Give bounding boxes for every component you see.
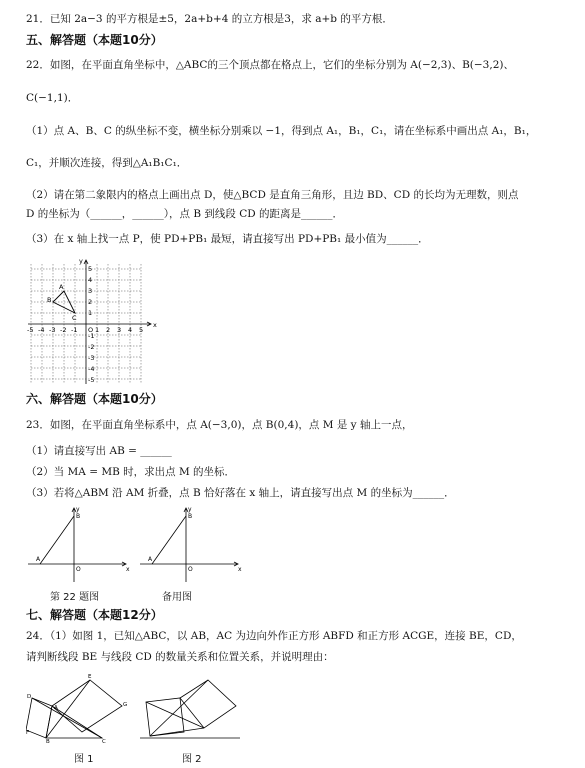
question-22-part-2a: （2）请在第二象限内的格点上画出点 D，使△BCD 是直角三角形，且边 BD、CD 的长均为无理数，则点 — [26, 189, 519, 201]
caption-figure-1: 图 1 — [74, 754, 94, 765]
tick-y--5: -5 — [88, 376, 95, 384]
tick-x-5: 5 — [139, 326, 144, 334]
label-y: y — [188, 506, 192, 513]
segment-ab — [40, 516, 74, 564]
q24-figure-1 — [26, 672, 138, 744]
tick-x--4: -4 — [38, 326, 45, 334]
q24-figure-2 — [140, 672, 252, 744]
tick-x-1: 1 — [95, 326, 100, 334]
tick-x--5: -5 — [27, 326, 34, 334]
q22-coordinate-grid — [25, 256, 165, 386]
caption-figure-2: 图 2 — [182, 754, 202, 765]
question-21: 21．已知 2a−3 的平方根是±5，2a+b+4 的立方根是3，求 a+b 的平方根． — [26, 13, 393, 25]
question-22-part-1b: C₁，并顺次连接，得到△A₁B₁C₁． — [26, 157, 188, 169]
tick-x--2: -2 — [60, 326, 67, 334]
tick-y-4: 4 — [88, 276, 93, 284]
label-g: G — [123, 702, 128, 708]
section-6-heading: 六、解答题（本题10分） — [26, 392, 163, 406]
tick-x--3: -3 — [49, 326, 56, 334]
label-c: C — [72, 314, 77, 322]
question-23-part-3: （3）若将△ABM 沿 AM 折叠，点 B 恰好落在 x 轴上，请直接写出点 M 的坐标为______． — [26, 487, 455, 499]
label-d: D — [27, 694, 32, 700]
tick-x-2: 2 — [106, 326, 111, 334]
label-f: F — [26, 730, 30, 736]
label-b: B — [188, 513, 193, 520]
section-7-heading: 七、解答题（本题12分） — [26, 608, 163, 622]
tick-y--3: -3 — [88, 354, 95, 362]
question-22-part-2b: D 的坐标为（______，______），点 B 到线段 CD 的距离是______． — [26, 208, 344, 220]
tick-x-3: 3 — [117, 326, 122, 334]
square-acge — [52, 680, 122, 732]
tick-y--1: -1 — [88, 332, 95, 340]
label-x: x — [126, 566, 130, 573]
caption-figure-22: 第 22 题图 — [50, 592, 100, 603]
label-c: C — [102, 739, 106, 744]
segment-ab — [152, 516, 186, 564]
question-22-line-1: 22．如图，在平面直角坐标中，△ABC的三个顶点都在格点上，它们的坐标分别为 A(−2,3)、B(−3,2)、 — [26, 59, 514, 71]
square-abfd — [146, 698, 184, 736]
label-a: A — [36, 556, 41, 563]
question-24-line-2: 请判断线段 BE 与线段 CD 的数量关系和位置关系，并说明理由： — [26, 651, 334, 663]
axis-label-y: y — [79, 257, 83, 265]
question-23-part-2: （2）当 MA = MB 时，求出点 M 的坐标． — [26, 466, 236, 478]
label-a: A — [54, 705, 58, 711]
tick-y-3: 3 — [88, 287, 93, 295]
question-22-line-2: C(−1,1)． — [26, 92, 79, 104]
tick-y-1: 1 — [88, 309, 93, 317]
tick-y--2: -2 — [88, 343, 95, 351]
label-y: y — [76, 506, 80, 513]
tick-y-5: 5 — [88, 265, 93, 273]
caption-backup-figure: 备用图 — [162, 592, 192, 603]
label-b: B — [47, 296, 52, 304]
label-e: E — [88, 674, 92, 680]
tick-x--1: -1 — [71, 326, 78, 334]
tick-y-2: 2 — [88, 298, 93, 306]
square-abfd — [26, 698, 52, 738]
label-b: B — [46, 739, 50, 744]
question-22-part-1a: （1）点 A、B、C 的纵坐标不变，横坐标分别乘以 −1，得到点 A₁，B₁，C₁，请在坐标系中画出点 A₁，B₁， — [26, 125, 537, 137]
label-x: x — [238, 566, 242, 573]
question-24-line-1: 24．（1）如图 1，已知△ABC，以 AB，AC 为边向外作正方形 ABFD 和正方形 ACGE，连接 BE，CD， — [26, 630, 522, 642]
tick-y--4: -4 — [88, 365, 95, 373]
q23-figure — [26, 504, 134, 584]
label-a: A — [59, 283, 64, 291]
tick-x-4: 4 — [128, 326, 133, 334]
origin-label: O — [88, 326, 94, 334]
label-b: B — [76, 513, 81, 520]
question-23-line-1: 23．如图，在平面直角坐标系中，点 A(−3,0)，点 B(0,4)，点 M 是 y 轴上一点， — [26, 419, 413, 431]
label-o: O — [76, 566, 81, 573]
section-5-heading: 五、解答题（本题10分） — [26, 33, 163, 47]
axis-label-x: x — [153, 321, 157, 329]
q23-backup-figure — [138, 504, 246, 584]
label-a: A — [148, 556, 153, 563]
question-23-part-1: （1）请直接写出 AB = ______ — [26, 445, 172, 457]
label-o: O — [188, 566, 193, 573]
question-22-part-3: （3）在 x 轴上找一点 P，使 PD+PB₁ 最短，请直接写出 PD+PB₁ 最小值为______． — [26, 233, 429, 245]
